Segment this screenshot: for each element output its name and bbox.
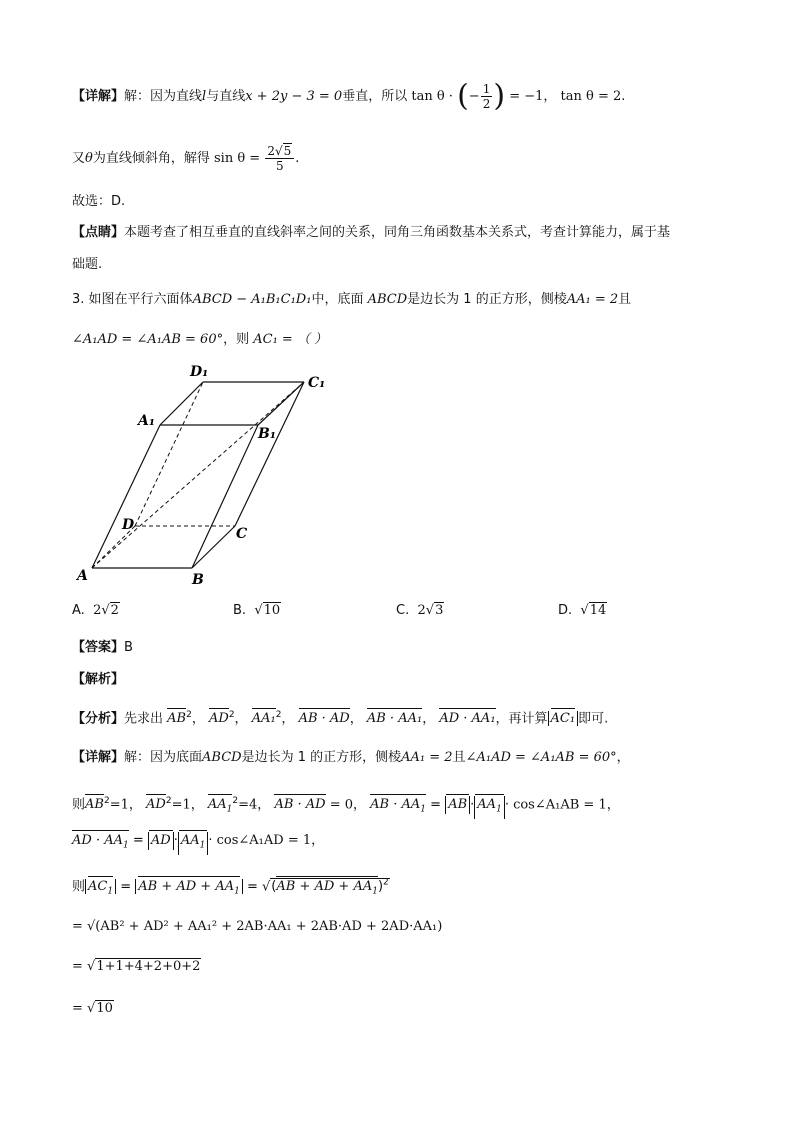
detail-tag: 【详解】	[72, 750, 125, 765]
math-condition: ∠A₁AD = ∠A₁AB = 60°	[72, 332, 224, 347]
edge-DD1	[135, 382, 203, 526]
math-edge: AA₁ = 2	[401, 750, 453, 765]
detail-line	[72, 749, 630, 767]
radicand: 14	[589, 603, 607, 618]
vec-ac1: AC₁	[550, 711, 576, 727]
radicand: 10	[96, 1001, 113, 1016]
vec-ab: AB	[167, 711, 187, 727]
text: 则	[72, 797, 86, 813]
comment-line-2: 础题.	[72, 257, 103, 272]
radicand: 1+1+4+2+0+2	[96, 959, 201, 974]
expansion: = √(AB² + AD² + AA₁² + 2AB·AA₁ + 2AB·AD + 2AD·AA₁)	[72, 919, 443, 934]
edge-B1C1	[258, 382, 304, 425]
text: ，	[543, 89, 557, 104]
calc-line-6: = √10	[72, 1001, 113, 1016]
label-A1: A₁	[138, 413, 155, 429]
question-line-2	[72, 331, 327, 349]
frac-num: 1	[482, 82, 491, 96]
value: =1	[109, 797, 129, 813]
dot-ab-aa1: AB · $AA_1$	[370, 796, 426, 819]
label-C1: C₁	[308, 375, 326, 391]
text: 为直线倾斜角，解得	[92, 151, 210, 166]
answer-value: B	[124, 640, 133, 655]
dot-ad-aa1: AD · $AA_1$	[72, 832, 129, 855]
diagonal-AC1	[92, 382, 304, 568]
text: 先求出	[124, 711, 164, 727]
label-D1: D₁	[190, 364, 209, 380]
option-label: C.	[396, 603, 410, 618]
math-equation: x + 2y − 3 = 0	[245, 89, 343, 104]
value: =1	[171, 797, 191, 813]
math-base: ABCD	[202, 750, 242, 765]
calc-line-1: 则$AB^2=1$， $AD^2=1$， $AA_1^2=4$， AB · AD = 0， AB · $AA_1$ = AB · $AA_1$ · cos∠A₁AB = 1，	[72, 792, 620, 819]
calc-line-2: AD · $AA_1$ = AD · $AA_1$ · cos∠A₁AD = 1，	[72, 832, 324, 855]
parallelepiped-figure	[72, 362, 342, 590]
option-value: 2√3	[417, 603, 444, 618]
analysis-tag: 【解析】	[72, 672, 125, 687]
calc-line-3: 则 $AC_1$ = AB + AD + $AA_1 = √(AB$ + AD + $AA_1)^2$	[72, 874, 390, 901]
math-condition: ∠A₁AD = ∠A₁AB = 60°	[465, 750, 617, 765]
text: 即可.	[578, 711, 609, 727]
paren-left: (	[457, 78, 469, 114]
math-ask: AC₁ = （ ）	[253, 332, 328, 347]
value: = 0	[329, 797, 354, 813]
label-D: D	[122, 517, 135, 533]
vec-ad: AD	[209, 711, 229, 727]
math-edge: AA₁ = 2	[566, 292, 619, 307]
frac-num: 2√5	[265, 144, 294, 159]
text: 解：因为直线	[124, 89, 203, 104]
math-solid: ABCD − A₁B₁C₁D₁	[192, 292, 312, 307]
dot-ab-aa1: AB · AA₁	[366, 711, 423, 727]
comment-line-1	[72, 224, 670, 242]
dot-ab-ad: AB · AD	[298, 711, 350, 727]
radicand: 5	[283, 144, 292, 158]
answer-tag: 【答案】	[72, 640, 125, 655]
option-value: √10	[254, 603, 281, 618]
text: ，则	[223, 332, 250, 347]
option-value: √14	[580, 603, 607, 618]
dot-ab-ad: AB · AD	[274, 797, 326, 813]
text: ，	[616, 750, 630, 765]
edge-AA1	[92, 425, 160, 568]
edge-A1D1	[160, 382, 203, 425]
question-number: 3.	[72, 292, 85, 307]
text: ，再计算	[495, 711, 548, 727]
label-A: A	[77, 568, 88, 584]
edge-CC1	[235, 382, 304, 526]
text: 是边长为 1 的正方形，侧棱	[241, 750, 402, 765]
math-theta: θ	[85, 151, 93, 166]
fraction	[481, 82, 493, 111]
text: 与直线	[206, 89, 246, 104]
fraction	[265, 144, 294, 173]
choose-line: 故选：D.	[72, 194, 126, 209]
paren-right: )	[493, 78, 506, 114]
edge-BB1	[192, 425, 258, 568]
comment-tag: 【点睛】	[72, 225, 125, 240]
label-C: C	[236, 526, 248, 542]
edge-BC	[192, 526, 235, 568]
label-B: B	[192, 572, 204, 588]
text: 又	[72, 151, 86, 166]
answer-line	[72, 639, 133, 657]
math-tan: tan θ ·	[411, 89, 453, 104]
explain-line-2	[72, 144, 299, 173]
math-tan2: tan θ = 2	[560, 89, 622, 104]
vec-ad: AD	[146, 797, 166, 813]
coef: 2	[267, 144, 275, 158]
text: 如图在平行六面体	[88, 292, 193, 307]
comment-text: 本题考查了相互垂直的直线斜率之间的关系，同角三角函数基本关系式，考查计算能力，属于基	[124, 225, 671, 240]
text: 则	[72, 879, 86, 895]
question-line-1	[72, 291, 631, 309]
vec-aa1: $AA_1$	[208, 796, 233, 819]
option-a[interactable]	[72, 603, 120, 618]
option-label: A.	[72, 603, 85, 618]
frac-den: 2	[482, 97, 491, 111]
text: 中，底面	[311, 292, 364, 307]
text: .	[621, 89, 626, 104]
math-sin: sin θ =	[214, 151, 261, 166]
option-b[interactable]	[233, 603, 281, 618]
vec-ab: AB	[85, 797, 104, 813]
calc-line-5: = √1+1+4+2+0+2	[72, 959, 201, 974]
radicand: 3	[435, 603, 444, 618]
math-l: l	[202, 89, 207, 104]
option-label: B.	[233, 603, 247, 618]
option-d[interactable]	[558, 603, 607, 618]
option-value: 2√2	[93, 603, 119, 618]
coef: 2	[93, 603, 102, 618]
analysis-label: 【分析】	[72, 711, 125, 727]
explain-line-1	[72, 78, 626, 114]
text: 且	[618, 292, 632, 307]
math-rhs: = −1	[509, 89, 544, 104]
math-base: ABCD	[367, 292, 408, 307]
dot-ad-aa1: AD · AA₁	[439, 711, 496, 727]
value: cos∠A₁AD = 1	[216, 833, 312, 848]
math-neg: −	[468, 89, 480, 104]
analysis-line: 【分析】先求出 $AB^2$， $AD^2$， AA₁$^2$， AB · AD， AB · AA₁， AD · AA₁，再计算 AC₁ 即可.	[72, 710, 609, 727]
radicand: 10	[263, 603, 281, 618]
text: 是边长为 1 的正方形，侧棱	[407, 292, 567, 307]
value: cos∠A₁AB = 1	[513, 797, 607, 813]
value: =4	[238, 797, 258, 813]
label-B1: B₁	[258, 426, 276, 442]
radicand: 2	[110, 603, 119, 618]
calc-line-4	[72, 918, 442, 936]
text: .	[295, 151, 300, 166]
vec-aa1: AA₁	[251, 711, 276, 727]
option-label: D.	[558, 603, 573, 618]
coef: 2	[417, 603, 426, 618]
text: 解：因为底面	[124, 750, 203, 765]
text: 垂直，所以	[342, 89, 408, 104]
option-c[interactable]	[396, 603, 444, 618]
frac-den: 5	[275, 159, 284, 173]
explain-tag: 【详解】	[72, 89, 125, 104]
text: 且	[452, 750, 466, 765]
